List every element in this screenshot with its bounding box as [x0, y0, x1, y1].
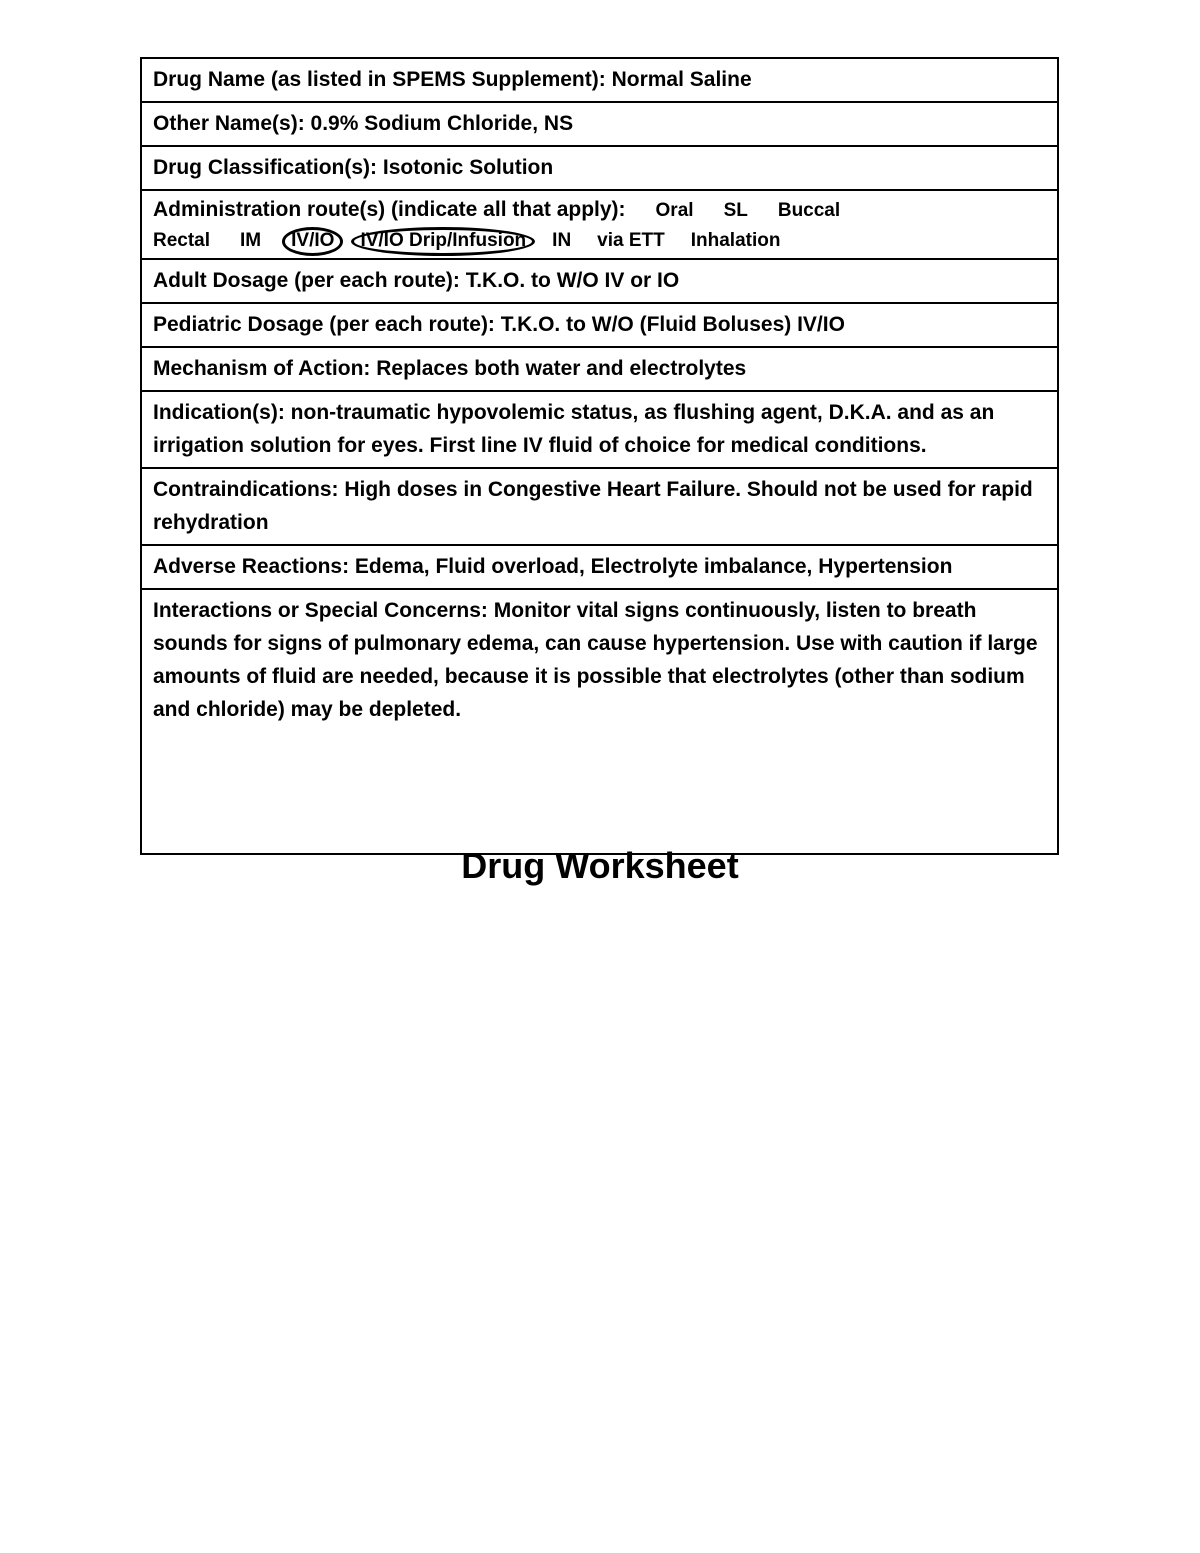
route-oral: Oral: [655, 200, 694, 221]
route-sl: SL: [723, 200, 748, 221]
row-drug-name: [141, 58, 1058, 102]
interactions-cell: Interactions or Special Concerns: Monitor vital signs continuously, listen to breath sounds for signs of pulmonary edema, can cause hypertension. Use with caution if large amounts of fluid are needed, because it is possible that electrolytes (other than sodium and chloride) may be depleted.: [141, 589, 1058, 854]
route-iv-io-circled: IV/IO: [291, 227, 334, 255]
row-classification: [141, 146, 1058, 190]
pediatric-dosage-cell: Pediatric Dosage (per each route): T.K.O. to W/O (Fluid Boluses) IV/IO: [141, 303, 1058, 347]
drug-worksheet-table: [140, 57, 1059, 855]
row-mechanism: [141, 347, 1058, 391]
mechanism-cell: Mechanism of Action: Replaces both water and electrolytes: [141, 347, 1058, 391]
route-line-2: [153, 227, 1046, 255]
classification-cell: Drug Classification(s): Isotonic Solution: [141, 146, 1058, 190]
row-pediatric-dosage: [141, 303, 1058, 347]
contraindications-cell: Contraindications: High doses in Congestive Heart Failure. Should not be used for rapid rehydration: [141, 468, 1058, 545]
page-title: Drug Worksheet: [461, 845, 739, 886]
row-administration-routes: [141, 190, 1058, 259]
row-other-names: [141, 102, 1058, 146]
route-buccal: Buccal: [777, 200, 841, 221]
route-im: IM: [240, 230, 262, 251]
route-inhalation: Inhalation: [690, 230, 781, 251]
admin-route-label: Administration route(s) (indicate all that apply):: [153, 198, 626, 221]
administration-routes-cell: [141, 190, 1058, 259]
row-contraindications: [141, 468, 1058, 545]
adult-dosage-cell: Adult Dosage (per each route): T.K.O. to W/O IV or IO: [141, 259, 1058, 303]
route-iv-io-drip-circled: IV/IO Drip/Infusion: [360, 227, 526, 255]
row-adult-dosage: [141, 259, 1058, 303]
route-rectal: Rectal: [153, 230, 211, 251]
route-line-1: [153, 194, 1046, 227]
route-via-ett: via ETT: [597, 230, 665, 251]
other-names-cell: Other Name(s): 0.9% Sodium Chloride, NS: [141, 102, 1058, 146]
row-interactions: [141, 589, 1058, 854]
row-adverse-reactions: [141, 545, 1058, 589]
drug-name-cell: Drug Name (as listed in SPEMS Supplement): Normal Saline: [141, 58, 1058, 102]
row-indications: [141, 391, 1058, 468]
adverse-reactions-cell: Adverse Reactions: Edema, Fluid overload, Electrolyte imbalance, Hypertension: [141, 545, 1058, 589]
indications-cell: Indication(s): non-traumatic hypovolemic status, as flushing agent, D.K.A. and as an irrigation solution for eyes. First line IV fluid of choice for medical conditions.: [141, 391, 1058, 468]
route-in: IN: [552, 230, 572, 251]
